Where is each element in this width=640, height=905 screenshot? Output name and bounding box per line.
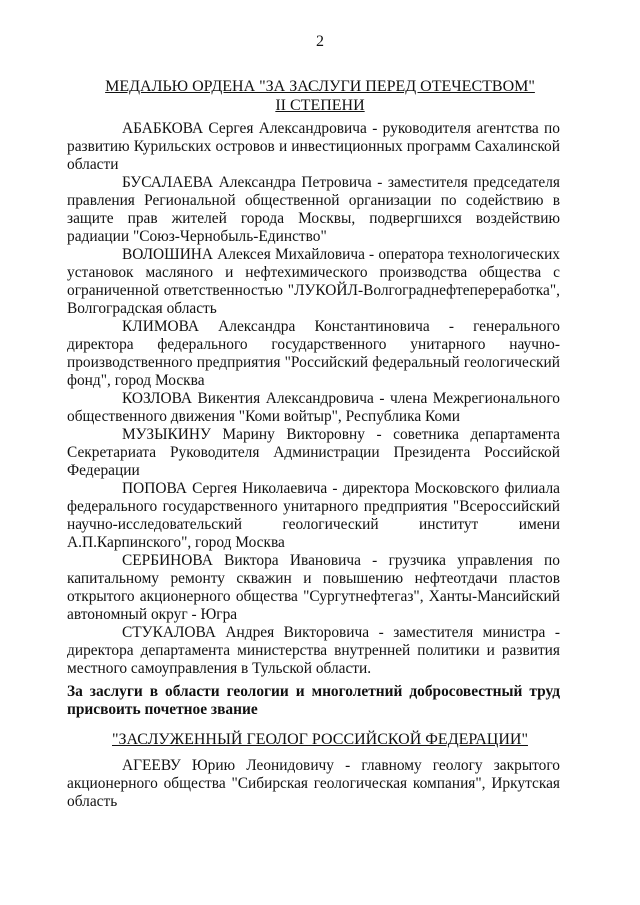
medal-heading-line1: МЕДАЛЬЮ ОРДЕНА "ЗА ЗАСЛУГИ ПЕРЕД ОТЕЧЕСТВОМ": [105, 78, 535, 95]
list-item: ВОЛОШИНА Алексея Михайловича - оператора технологических установок масляного и нефтехимического производства общества с ограниченной ответственностью "ЛУКОЙЛ-Волгограднефтепереработка", Волгоградская область: [67, 246, 560, 317]
geologist-list: [67, 757, 560, 811]
list-item: КОЗЛОВА Викентия Александровича - члена Межрегионального общественного движения "Коми войтыр", Республика Коми: [67, 390, 560, 425]
honorary-title-heading: [60, 730, 580, 749]
list-item: АГЕЕВУ Юрию Леонидовичу - главному геологу закрытого акционерного общества "Сибирская геологическая компания", Иркутская область: [67, 757, 560, 810]
honorary-title-text: "ЗАСЛУЖЕННЫЙ ГЕОЛОГ РОССИЙСКОЙ ФЕДЕРАЦИИ": [112, 731, 528, 748]
medal-heading: [60, 77, 580, 115]
page-number: 2: [316, 33, 324, 50]
list-item: СЕРБИНОВА Виктора Ивановича - грузчика управления по капитальному ремонту скважин и повышению нефтеотдачи пластов открытого акционерного общества "Сургутнефтегаз", Ханты-Мансийский автономный округ - Югра: [67, 552, 560, 623]
list-item: КЛИМОВА Александра Константиновича - генерального директора федерального государственного унитарного научно-производственного предприятия "Российский федеральный геологический фонд", город Москва: [67, 318, 560, 389]
awardee-list: [67, 120, 560, 678]
list-item: МУЗЫКИНУ Марину Викторовну - советника департамента Секретариата Руководителя Администрации Президента Российской Федерации: [67, 426, 560, 479]
medal-heading-line2: II СТЕПЕНИ: [275, 97, 365, 114]
list-item: АБАБКОВА Сергея Александровича - руководителя агентства по развитию Курильских островов и инвестиционных программ Сахалинской области: [67, 120, 560, 173]
decree-paragraph: За заслуги в области геологии и многолетний добросовестный труд присвоить почетное звание: [67, 683, 560, 718]
list-item: ПОПОВА Сергея Николаевича - директора Московского филиала федерального государственного унитарного предприятия "Всероссийский научно-исследовательский геологический институт имени А.П.Карпинского", город Москва: [67, 480, 560, 551]
list-item: СТУКАЛОВА Андрея Викторовича - заместителя министра - директора департамента министерства внутренней политики и развития местного самоуправления в Тульской области.: [67, 624, 560, 677]
list-item: БУСАЛАЕВА Александра Петровича - заместителя председателя правления Региональной общественной организации по содействию в защите прав жителей города Москвы, подвергшихся воздействию радиации "Союз-Чернобыль-Единство": [67, 174, 560, 245]
